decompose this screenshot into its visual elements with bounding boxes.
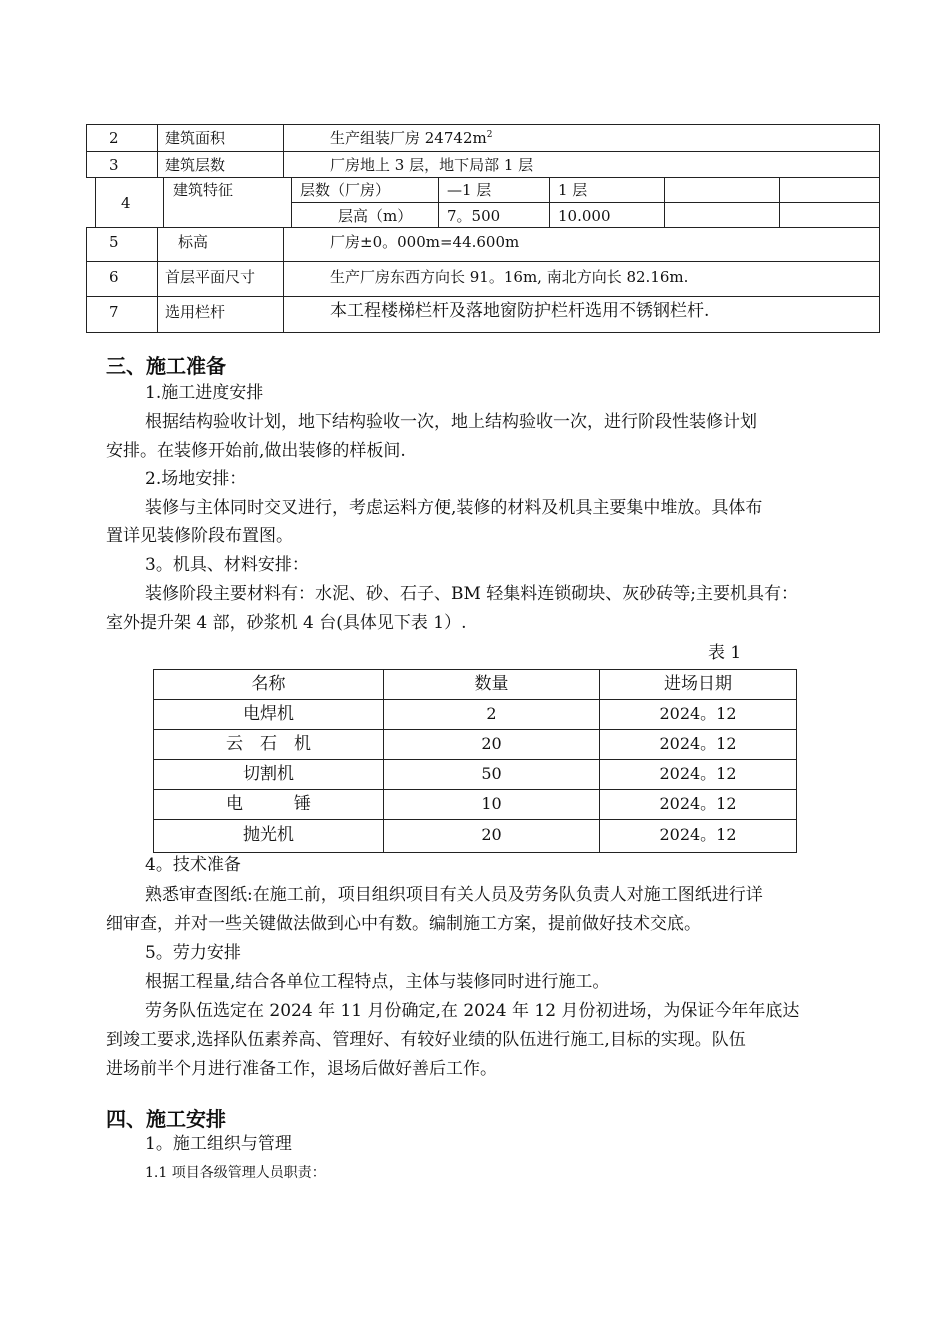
subsection-title: 2.场地安排： xyxy=(145,469,247,489)
sub-value: 7。500 xyxy=(447,207,501,225)
table-cell xyxy=(664,202,780,228)
table-cell xyxy=(283,151,880,178)
sub-value: 10.000 xyxy=(558,207,611,225)
sub-label: 层数（厂房） xyxy=(300,181,391,199)
cell-qty: 20 xyxy=(481,825,502,844)
table-cell xyxy=(283,261,880,297)
table-cell xyxy=(599,789,797,820)
row-value: 厂房地上 3 层，地下局部 1 层 xyxy=(330,156,534,174)
table-cell xyxy=(383,729,600,760)
table-cell xyxy=(157,296,284,333)
table-cell xyxy=(599,759,797,790)
cell-qty: 2 xyxy=(486,704,497,723)
section-heading: 四、施工安排 xyxy=(106,1107,226,1131)
table-cell xyxy=(86,296,158,333)
table-row xyxy=(153,819,384,853)
row-label: 选用栏杆 xyxy=(165,303,226,321)
table-cell xyxy=(157,151,284,178)
table-cell xyxy=(549,202,665,228)
subsection-title: 1.施工进度安排 xyxy=(145,383,264,403)
cell-name: 云 石 机 xyxy=(226,734,311,754)
table-cell xyxy=(157,261,284,297)
table-cell xyxy=(383,759,600,790)
cell-name: 抛光机 xyxy=(243,825,294,845)
table-cell xyxy=(438,202,550,228)
row-number: 2 xyxy=(109,129,119,147)
cell-date: 2024。12 xyxy=(659,704,737,723)
table-cell xyxy=(779,177,880,203)
table-cell xyxy=(283,296,880,333)
sub-label: 层高（m） xyxy=(338,207,413,225)
cell-name: 电 锤 xyxy=(226,794,311,814)
table-row xyxy=(153,729,384,760)
table-cell xyxy=(291,177,439,203)
subsection-title: 3。机具、材料安排： xyxy=(145,555,309,575)
table-row xyxy=(153,699,384,730)
table-cell xyxy=(291,202,439,228)
row-label: 建筑面积 xyxy=(165,129,226,147)
cell-date: 2024。12 xyxy=(659,734,737,753)
area-superscript: 2 xyxy=(486,130,493,140)
table-caption: 表 1 xyxy=(708,643,742,663)
paragraph-line: 劳务队伍选定在 2024 年 11 月份确定,在 2024 年 12 月份初进场，为保证今年年底达 xyxy=(145,1001,800,1021)
table-cell xyxy=(283,227,880,262)
table-cell xyxy=(157,124,284,152)
table-cell xyxy=(779,202,880,228)
cell-name: 电焊机 xyxy=(243,704,294,724)
table-cell xyxy=(383,789,600,820)
subsection-title: 1.1 项目各级管理人员职责： xyxy=(145,1165,326,1181)
row-number: 7 xyxy=(109,303,119,321)
table-header-cell xyxy=(599,669,797,700)
table-header-cell xyxy=(153,669,384,700)
paragraph-line: 到竣工要求,选择队伍素养高、管理好、有较好业绩的队伍进行施工,目标的实现。队伍 xyxy=(106,1030,746,1050)
sub-value: —1 层 xyxy=(447,181,492,199)
table-cell xyxy=(86,261,158,297)
row-value: 厂房±0。000m=44.600m xyxy=(330,233,520,251)
table-cell xyxy=(383,699,600,730)
paragraph-line: 根据结构验收计划，地下结构验收一次，地上结构验收一次，进行阶段性装修计划 xyxy=(145,412,757,432)
row-label: 建筑层数 xyxy=(165,156,226,174)
row-number: 3 xyxy=(109,156,119,174)
table-cell xyxy=(599,819,797,853)
row-label: 标高 xyxy=(178,233,209,251)
table-cell xyxy=(163,177,292,228)
row-number: 6 xyxy=(109,268,119,286)
header-label: 数量 xyxy=(474,674,509,694)
row-number: 4 xyxy=(121,194,131,212)
table-cell xyxy=(599,699,797,730)
table-cell xyxy=(86,124,158,152)
area-value: 生产组装厂房 24742m xyxy=(330,129,487,147)
table-cell xyxy=(157,227,284,262)
section-heading: 三、施工准备 xyxy=(106,354,226,378)
sub-value: 1 层 xyxy=(558,181,588,199)
table-cell xyxy=(383,819,600,853)
header-label: 进场日期 xyxy=(664,674,732,694)
table-cell xyxy=(95,177,164,228)
paragraph-line: 细审查，并对一些关键做法做到心中有数。编制施工方案，提前做好技术交底。 xyxy=(106,914,701,934)
row-value: 生产厂房东西方向长 91。16m, 南北方向长 82.16m. xyxy=(330,268,689,286)
table-cell xyxy=(86,227,158,262)
paragraph-line: 安排。在装修开始前,做出装修的样板间. xyxy=(106,441,406,461)
table-cell xyxy=(664,177,780,203)
cell-name: 切割机 xyxy=(243,764,294,784)
table-row xyxy=(153,789,384,820)
cell-qty: 20 xyxy=(481,734,502,753)
table-cell xyxy=(549,177,665,203)
header-label: 名称 xyxy=(251,674,286,694)
paragraph-line: 装修与主体同时交叉进行，考虑运料方便,装修的材料及机具主要集中堆放。具体布 xyxy=(145,498,763,518)
cell-qty: 50 xyxy=(481,764,502,783)
table-row xyxy=(153,759,384,790)
paragraph-line: 置详见装修阶段布置图。 xyxy=(106,526,293,546)
subsection-title: 5。劳力安排 xyxy=(145,943,241,963)
paragraph-line: 室外提升架 4 部，砂浆机 4 台(具体见下表 1）. xyxy=(106,613,467,633)
table-header-cell xyxy=(383,669,600,700)
row-value xyxy=(330,129,492,147)
cell-qty: 10 xyxy=(481,794,502,813)
paragraph-line: 装修阶段主要材料有：水泥、砂、石子、BM 轻集料连锁砌块、灰砂砖等;主要机具有： xyxy=(145,584,799,604)
cell-date: 2024。12 xyxy=(659,794,737,813)
table-cell xyxy=(438,177,550,203)
cell-date: 2024。12 xyxy=(659,764,737,783)
row-number: 5 xyxy=(109,233,119,251)
row-label: 首层平面尺寸 xyxy=(165,268,256,286)
subsection-title: 1。施工组织与管理 xyxy=(145,1134,292,1154)
subsection-title: 4。技术准备 xyxy=(145,855,241,875)
paragraph-line: 熟悉审查图纸:在施工前，项目组织项目有关人员及劳务队负责人对施工图纸进行详 xyxy=(145,885,763,905)
cell-date: 2024。12 xyxy=(659,825,737,844)
paragraph-line: 根据工程量,结合各单位工程特点，主体与装修同时进行施工。 xyxy=(145,972,610,992)
paragraph-line: 进场前半个月进行准备工作，退场后做好善后工作。 xyxy=(106,1059,497,1079)
row-label: 建筑特征 xyxy=(173,181,234,199)
row-value: 本工程楼梯栏杆及落地窗防护栏杆选用不锈钢栏杆. xyxy=(330,301,710,321)
table-cell xyxy=(283,124,880,152)
table-cell xyxy=(86,151,158,178)
table-cell xyxy=(599,729,797,760)
